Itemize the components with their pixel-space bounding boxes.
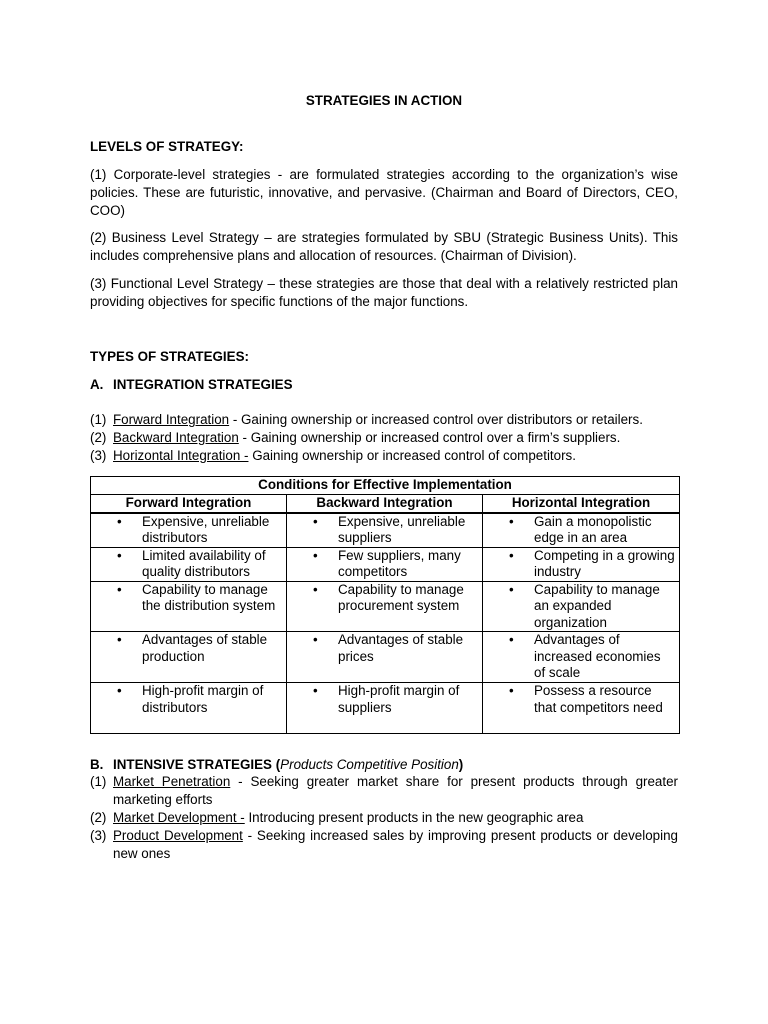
cell-text: Capability to manage an expanded organization xyxy=(534,581,660,630)
cell-text: Advantages of stable production xyxy=(142,632,268,664)
list-number: (2) xyxy=(90,430,107,445)
bullet: • xyxy=(117,632,122,647)
cell-text: Capability to manage the distribution system xyxy=(142,581,276,613)
cell-text: Possess a resource that competitors need xyxy=(534,683,663,715)
column-header-forward: Forward Integration xyxy=(91,494,287,513)
table-cell xyxy=(91,683,287,734)
integration-item-forward xyxy=(90,411,678,429)
table-cell xyxy=(287,683,483,734)
table-cell xyxy=(91,581,287,632)
bullet: • xyxy=(117,581,122,597)
cell-text: Expensive, unreliable distributors xyxy=(142,513,270,545)
term-description: - Seeking increased sales by improving present products or developing new ones xyxy=(113,828,678,861)
integration-letter: A. xyxy=(90,377,104,392)
list-number: (1) xyxy=(90,412,107,427)
table-row xyxy=(91,632,680,683)
term-market-development: Market Development - xyxy=(113,810,245,825)
integration-heading xyxy=(90,376,678,394)
table-row xyxy=(91,547,680,581)
intensive-subtitle: Products Competitive Position xyxy=(280,757,459,772)
term-description: Gaining ownership or increased control of competitors. xyxy=(248,448,576,463)
bullet: • xyxy=(117,513,122,529)
bullet: • xyxy=(313,547,318,563)
table-cell xyxy=(483,547,680,581)
term-description: - Seeking greater market share for present products through greater marketing efforts xyxy=(113,774,678,807)
intensive-item-product-development xyxy=(90,827,678,863)
cell-text: Advantages of stable prices xyxy=(338,632,464,664)
term-market-penetration: Market Penetration xyxy=(113,774,231,789)
types-heading: TYPES OF STRATEGIES: xyxy=(90,349,249,364)
table-cell xyxy=(91,513,287,548)
cell-text: High-profit margin of suppliers xyxy=(338,683,460,715)
table-row xyxy=(91,683,680,734)
table-cell xyxy=(91,547,287,581)
paren-open: ( xyxy=(271,757,281,772)
list-number: (3) xyxy=(90,448,107,463)
bullet: • xyxy=(313,581,318,597)
term-horizontal-integration: Horizontal Integration - xyxy=(113,448,249,463)
list-number: (1) xyxy=(90,774,107,789)
levels-item-corporate: (1) Corporate-level strategies - are formulated strategies according to the organization’s wise policies. These are futuristic, innovative, and pervasive. (Chairman and Board of Directors, CEO, COO) xyxy=(90,167,678,218)
bullet: • xyxy=(509,632,514,647)
column-header-backward: Backward Integration xyxy=(287,494,483,513)
bullet: • xyxy=(313,632,318,647)
bullet: • xyxy=(117,683,122,698)
table-cell xyxy=(287,513,483,548)
integration-item-backward xyxy=(90,429,678,447)
intensive-item-penetration xyxy=(90,773,678,809)
table-cell xyxy=(483,513,680,548)
column-header-horizontal: Horizontal Integration xyxy=(483,494,680,513)
list-number: (2) xyxy=(90,810,107,825)
bullet: • xyxy=(117,547,122,563)
cell-text: Limited availability of quality distributors xyxy=(142,547,266,579)
intensive-title: INTENSIVE STRATEGIES xyxy=(113,757,272,772)
term-backward-integration: Backward Integration xyxy=(113,430,239,445)
cell-text: Few suppliers, many competitors xyxy=(338,547,461,579)
document-title: STRATEGIES IN ACTION xyxy=(305,93,463,108)
term-product-development: Product Development xyxy=(113,828,243,843)
intensive-item-market-development xyxy=(90,809,678,827)
cell-text: Gain a monopolistic edge in an area xyxy=(534,513,652,545)
table-cell xyxy=(483,632,680,683)
table-caption: Conditions for Effective Implementation xyxy=(91,477,680,495)
term-description: Introducing present products in the new geographic area xyxy=(244,810,584,825)
intensive-letter: B. xyxy=(90,757,104,772)
bullet: • xyxy=(313,683,318,698)
term-description: - Gaining ownership or increased control over a firm’s suppliers. xyxy=(238,430,621,445)
cell-text: Advantages of increased economies of scale xyxy=(534,632,661,680)
conditions-table xyxy=(90,476,680,734)
bullet: • xyxy=(509,513,514,529)
table-row xyxy=(91,581,680,632)
table-cell xyxy=(483,683,680,734)
list-number: (3) xyxy=(90,828,107,843)
integration-title: INTEGRATION STRATEGIES xyxy=(113,377,293,392)
bullet: • xyxy=(509,547,514,563)
intensive-heading xyxy=(90,756,678,774)
bullet: • xyxy=(509,683,514,698)
term-forward-integration: Forward Integration xyxy=(113,412,230,427)
table-cell xyxy=(287,632,483,683)
cell-text: Capability to manage procurement system xyxy=(338,581,464,613)
cell-text: Competing in a growing industry xyxy=(534,547,675,579)
levels-item-functional: (3) Functional Level Strategy – these strategies are those that deal with a relatively restricted plan providing objectives for specific functions of the major functions. xyxy=(90,276,678,309)
term-description: - Gaining ownership or increased control over distributors or retailers. xyxy=(229,412,643,427)
table-row xyxy=(91,513,680,548)
table-cell xyxy=(287,547,483,581)
levels-heading: LEVELS OF STRATEGY: xyxy=(90,139,244,154)
table-cell xyxy=(483,581,680,632)
bullet: • xyxy=(509,581,514,597)
cell-text: Expensive, unreliable suppliers xyxy=(338,513,466,545)
levels-item-business: (2) Business Level Strategy – are strategies formulated by SBU (Strategic Business Units). This includes comprehensive plans and allocation of resources. (Chairman of Division). xyxy=(90,230,678,263)
paren-close: ) xyxy=(458,757,464,772)
cell-text: High-profit margin of distributors xyxy=(142,683,264,715)
bullet: • xyxy=(313,513,318,529)
table-cell xyxy=(91,632,287,683)
integration-item-horizontal xyxy=(90,447,678,465)
table-cell xyxy=(287,581,483,632)
